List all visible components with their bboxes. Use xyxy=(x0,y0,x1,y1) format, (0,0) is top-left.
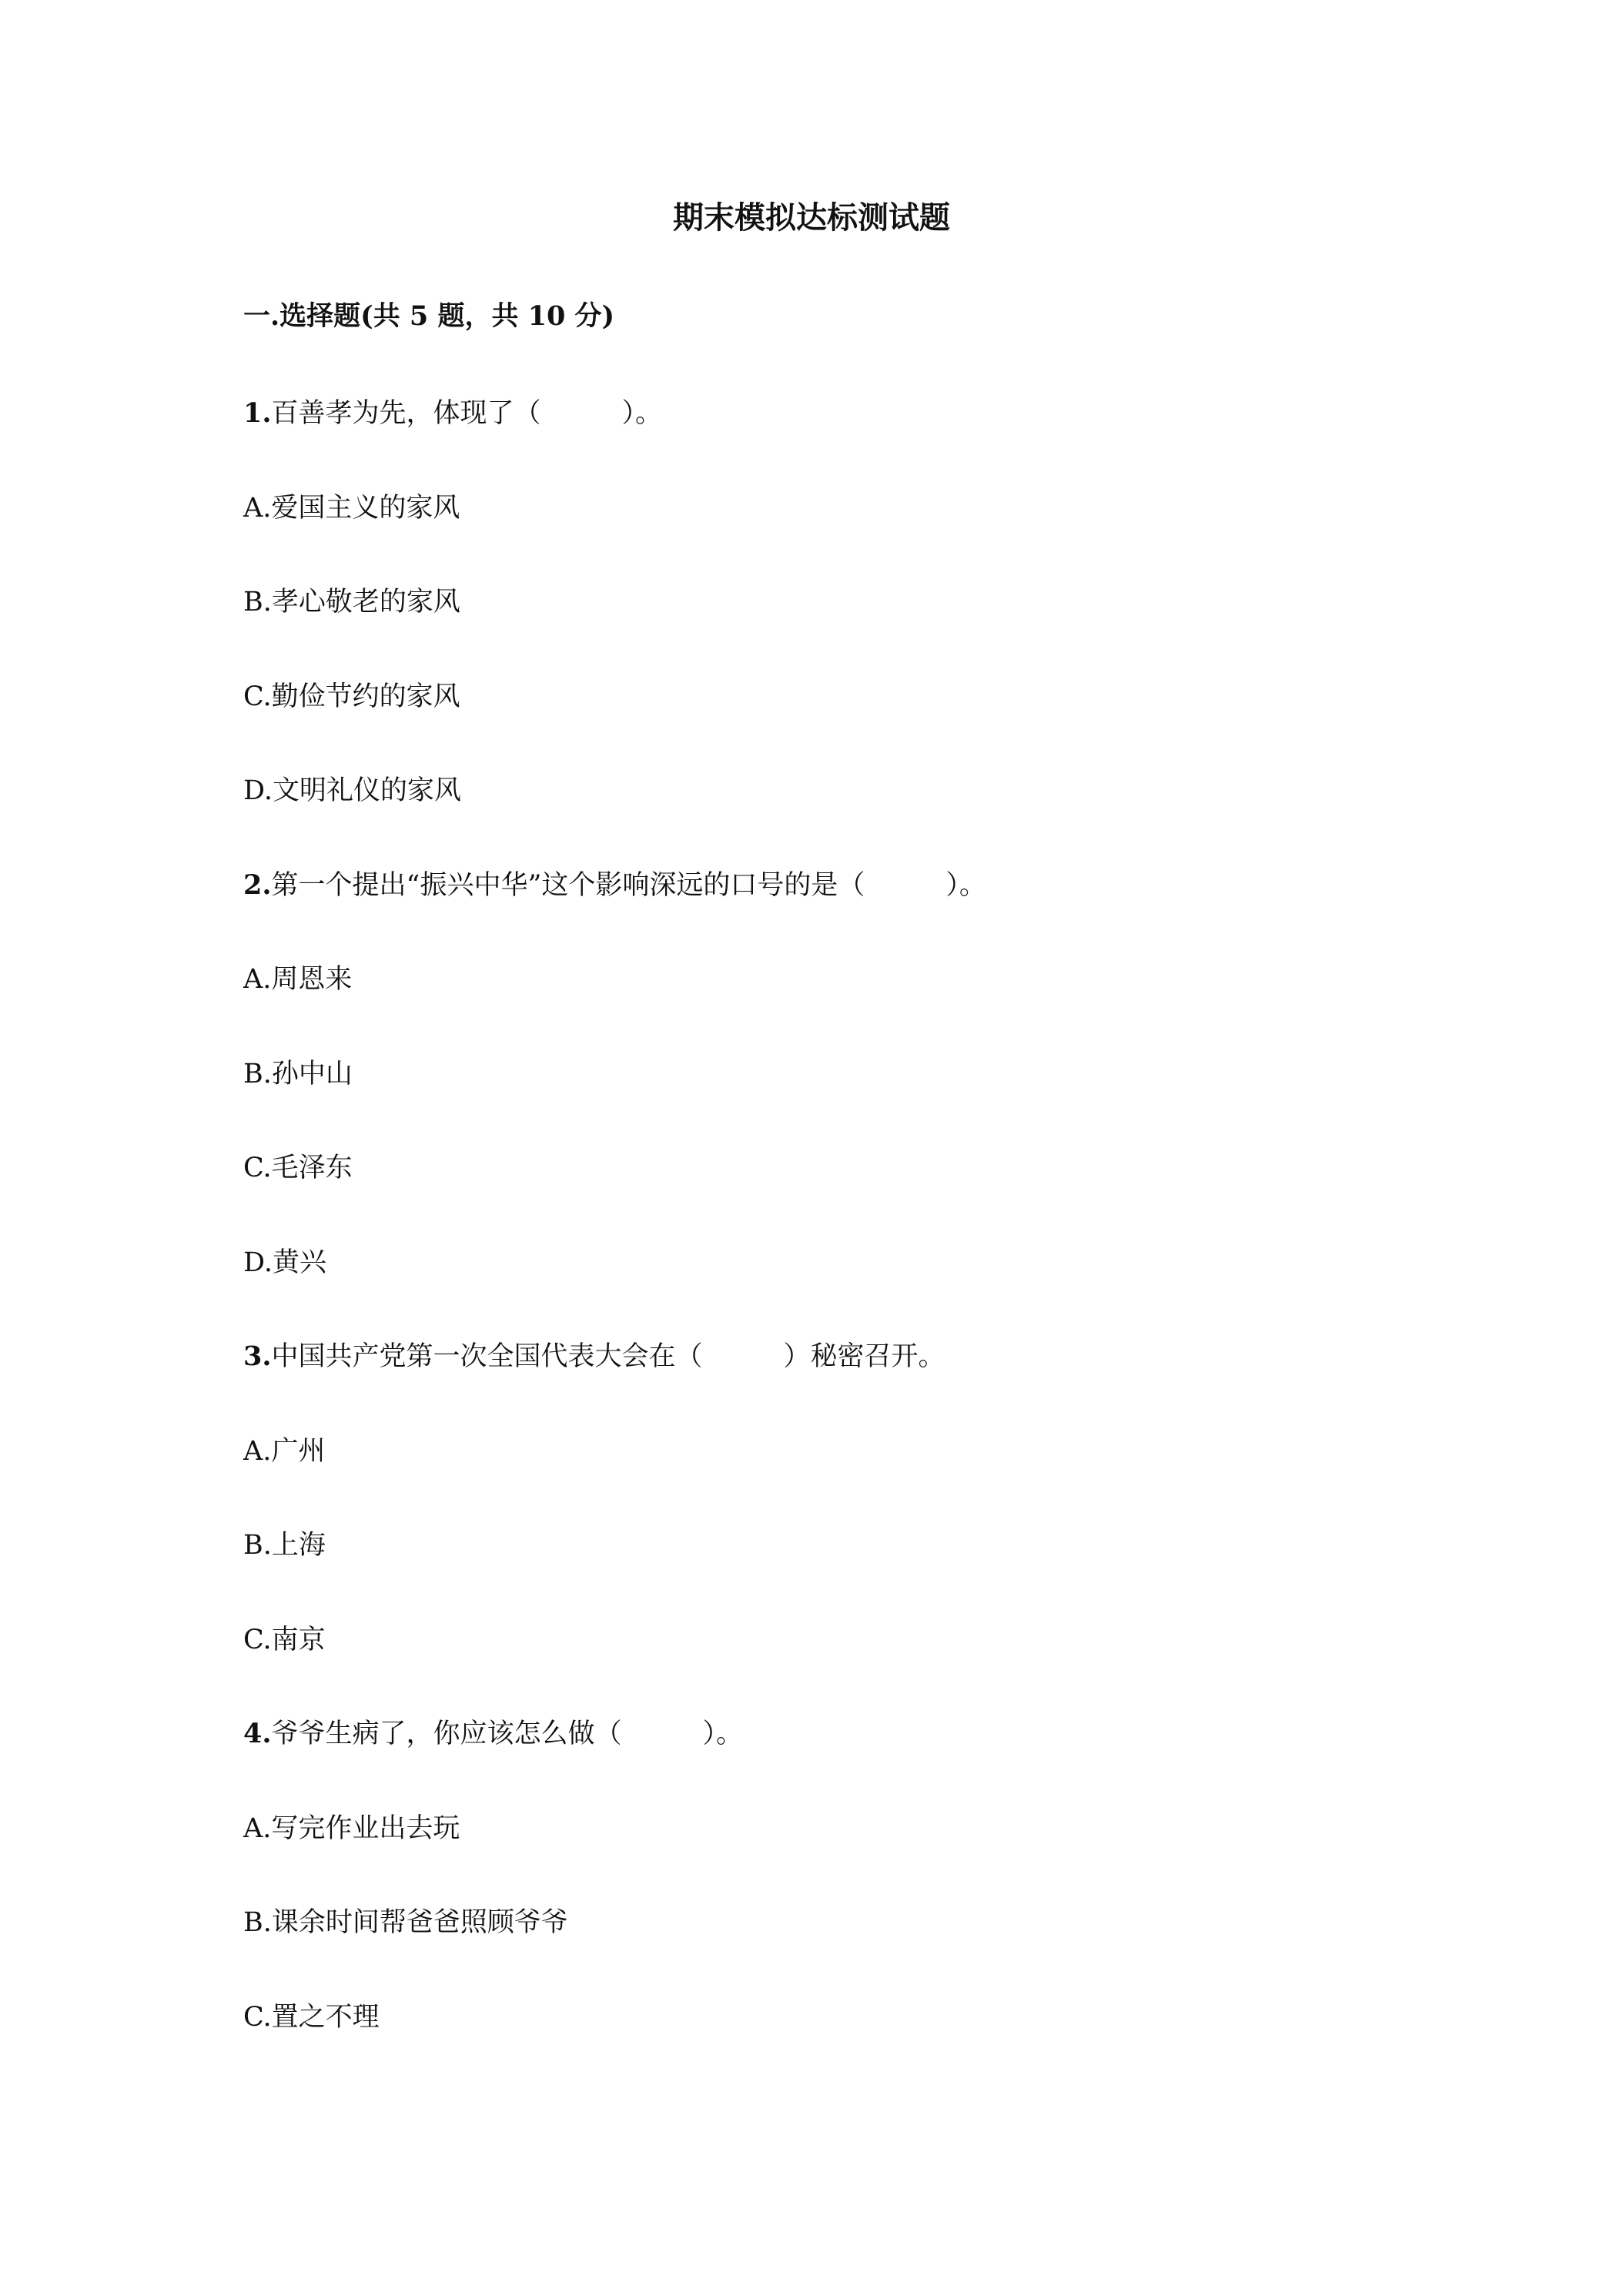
option-1a: A.爱国主义的家风 xyxy=(243,493,460,524)
question-1 xyxy=(243,394,662,433)
option-4a: A.写完作业出去玩 xyxy=(243,1813,460,1844)
question-4 xyxy=(243,1715,743,1753)
question-text: 中国共产党第一次全国代表大会在（ ）秘密召开。 xyxy=(271,1341,945,1372)
question-number: 1. xyxy=(243,397,272,429)
option-2a: A.周恩来 xyxy=(243,964,353,995)
question-2 xyxy=(243,866,986,905)
page-title: 期末模拟达标测试题 xyxy=(673,199,950,236)
question-number: 4. xyxy=(243,1718,272,1749)
question-text: 爷爷生病了，你应该怎么做（ ）。 xyxy=(271,1719,744,1749)
question-3 xyxy=(243,1337,945,1376)
option-2c: C.毛泽东 xyxy=(243,1153,353,1183)
question-number: 3. xyxy=(243,1340,272,1372)
option-1b: B.孝心敬老的家风 xyxy=(243,587,460,618)
option-2d: D.黄兴 xyxy=(243,1247,326,1278)
option-4b: B.课余时间帮爸爸照顾爷爷 xyxy=(243,1907,568,1938)
option-3b: B.上海 xyxy=(243,1530,326,1561)
option-4c: C.置之不理 xyxy=(243,2002,380,2033)
section-heading: 一.选择题(共 5 题，共 10 分) xyxy=(243,300,615,332)
option-3c: C.南京 xyxy=(243,1625,326,1655)
question-text: 百善孝为先，体现了（ ）。 xyxy=(271,398,663,429)
option-2b: B.孙中山 xyxy=(243,1059,353,1089)
option-1c: C.勤俭节约的家风 xyxy=(243,681,460,712)
question-text: 第一个提出“振兴中华”这个影响深远的口号的是（ ）。 xyxy=(271,870,986,901)
option-1d: D.文明礼仪的家风 xyxy=(243,775,461,806)
question-number: 2. xyxy=(243,869,272,901)
option-3a: A.广州 xyxy=(243,1436,326,1467)
